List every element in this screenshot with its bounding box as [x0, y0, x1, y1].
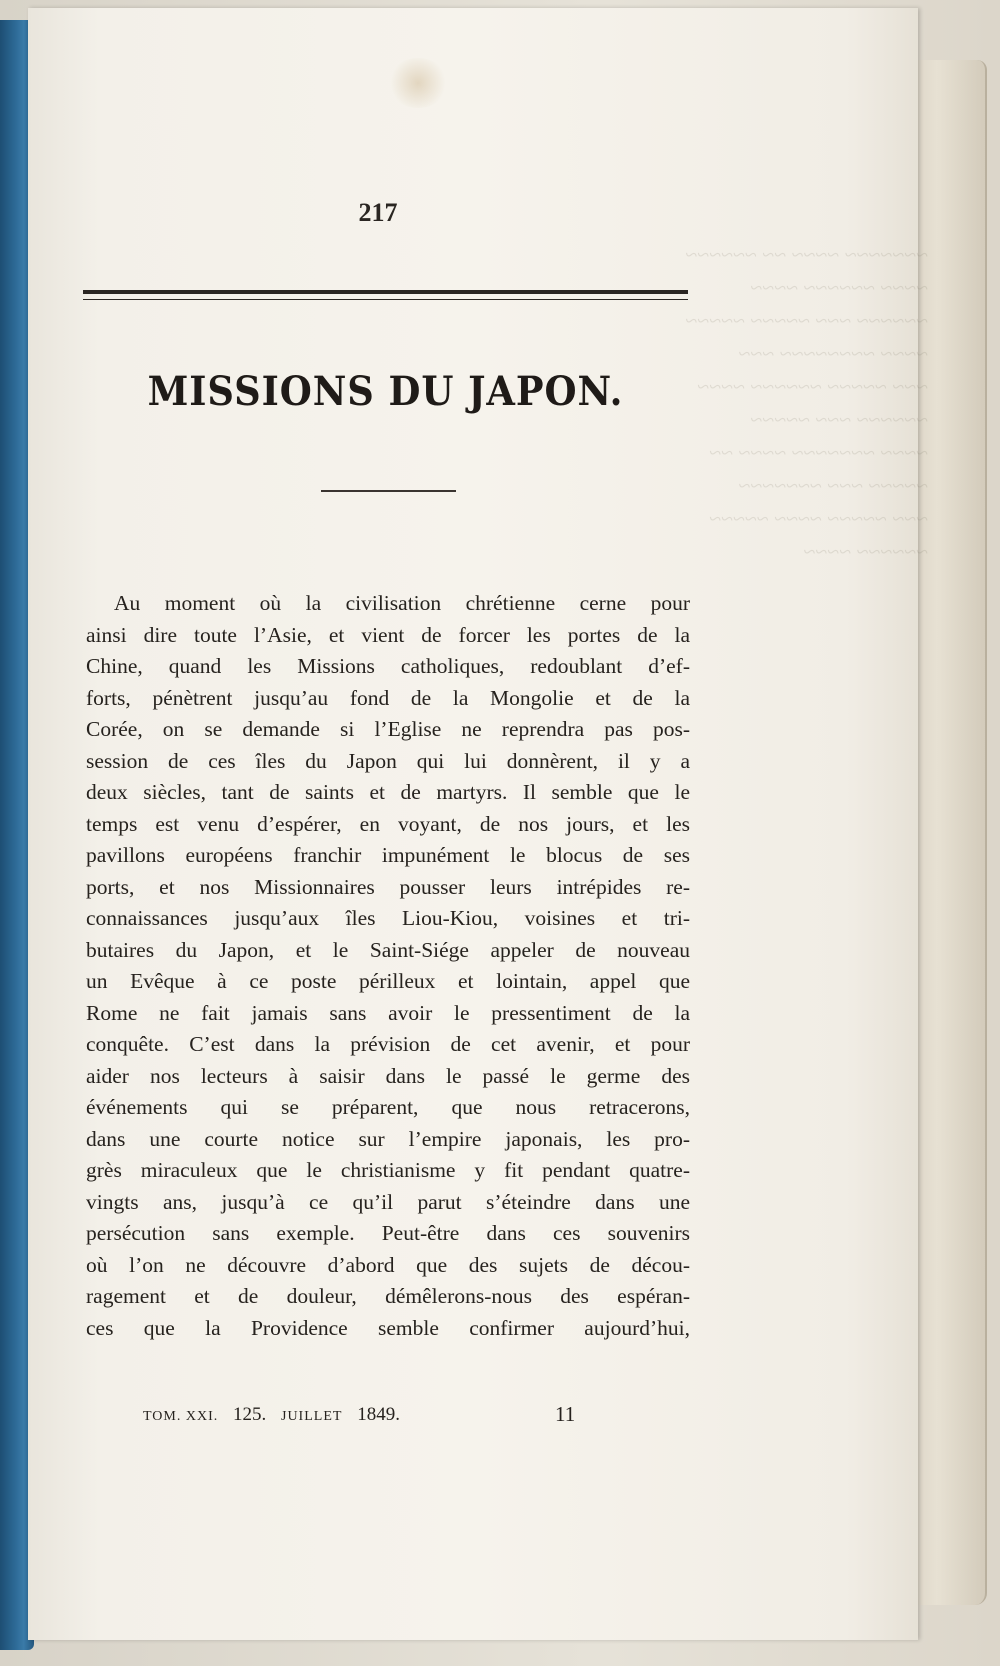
- body-line: aider nos lecteurs à saisir dans le passé le germe des: [86, 1063, 690, 1088]
- body-line: temps est venu d’espérer, en voyant, de nos jours, et les: [86, 811, 690, 836]
- body-line: ainsi dire toute l’Asie, et vient de forcer les portes de la: [86, 622, 690, 647]
- body-line: où l’on ne découvre d’abord que des sujets de décou-: [86, 1252, 690, 1277]
- body-line: dans une courte notice sur l’empire japonais, les pro-: [86, 1126, 690, 1151]
- document-page: [28, 8, 928, 1640]
- page-footer: [143, 1404, 583, 1426]
- body-line: pavillons européens franchir impunément le blocus de ses: [86, 843, 690, 867]
- body-line: Chine, quand les Missions catholiques, redoublant d’ef-: [86, 654, 690, 678]
- body-line: événements qui se préparent, que nous retracerons,: [86, 1095, 690, 1119]
- body-line: ragement et de douleur, démêlerons-nous des espéran-: [86, 1284, 690, 1308]
- page-number: 217: [358, 198, 398, 227]
- bleed-through-texture: ~~~~~~~ ~~~~ ~~ ~~~~~~ ~~~~ ~~~~~~ ~~~~ ~~~~~~ ~~~ ~~~~~ ~~~~~ ~~~~ ~~~~~~~~ ~~~ ~~~ ~~~~~ ~~~~~~ ~~~~ ~~~~~~ ~~~ ~~~~~ ~~~~ ~~~~~~~ ~~~~ ~~ ~~~~~ ~~~ ~~~~~~~ ~~~ ~~~~~ ~~~~ ~~~~~ ~~~~~~ ~~~~: [685, 242, 928, 564]
- body-line: ces que la Providence semble confirmer aujourd’hui,: [86, 1315, 690, 1340]
- body-line: un Evêque à ce poste périlleux et lointain, appel que: [86, 969, 690, 993]
- footer-month: JUILLET: [281, 1409, 343, 1424]
- body-line: forts, pénètrent jusqu’au fond de la Mongolie et de la: [86, 685, 690, 710]
- title-rule: [321, 490, 456, 492]
- footer-tome: TOM. XXI.: [143, 1409, 219, 1424]
- body-line: grès miraculeux que le christianisme y fit pendant quatre-: [86, 1158, 690, 1182]
- body-line: connaissances jusqu’aux îles Liou-Kiou, voisines et tri-: [86, 906, 690, 930]
- body-line: conquête. C’est dans la prévision de cet avenir, et pour: [86, 1032, 690, 1056]
- body-line: session de ces îles du Japon qui lui donnèrent, il y a: [86, 748, 690, 773]
- footer-issue: 125.: [233, 1404, 267, 1425]
- footer-year: 1849.: [357, 1404, 400, 1425]
- body-line: deux siècles, tant de saints et de martyrs. Il semble que le: [86, 780, 690, 804]
- body-line: Rome ne fait jamais sans avoir le pressentiment de la: [86, 1000, 690, 1025]
- body-line: butaires du Japon, et le Saint-Siége appeler de nouveau: [86, 937, 690, 962]
- paper-stain: [388, 58, 448, 108]
- footer-signature: 11: [555, 1402, 576, 1426]
- body-line: ports, et nos Missionnaires pousser leurs intrépides re-: [86, 874, 690, 899]
- body-line: persécution sans exemple. Peut-être dans ces souvenirs: [86, 1221, 690, 1245]
- body-line: vingts ans, jusqu’à ce qu’il parut s’éteindre dans une: [86, 1189, 690, 1214]
- header-rule: [83, 290, 688, 300]
- article-body: [86, 588, 690, 1344]
- body-line: Au moment où la civilisation chrétienne cerne pour: [114, 591, 690, 615]
- article-title: MISSIONS DU JAPON.: [147, 368, 624, 415]
- body-line: Corée, on se demande si l’Eglise ne reprendra pas pos-: [86, 717, 690, 741]
